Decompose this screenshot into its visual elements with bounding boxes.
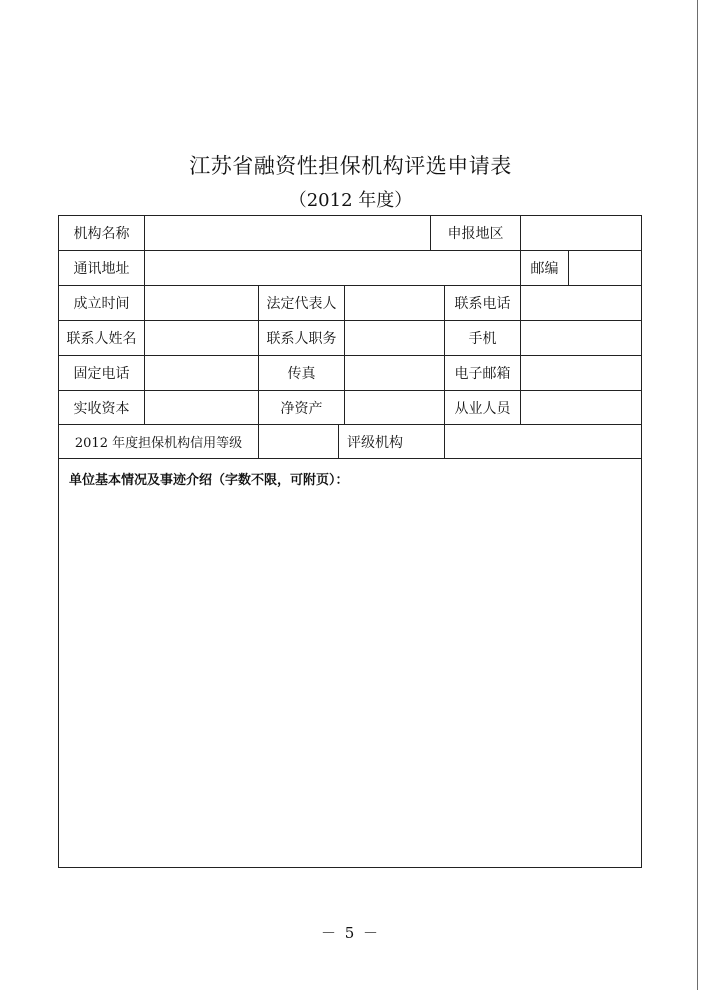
form-row-institution bbox=[59, 216, 641, 251]
net-assets-label: 净资产 bbox=[259, 391, 345, 424]
contact-phone-field[interactable] bbox=[521, 286, 641, 320]
form-row-established bbox=[59, 286, 641, 321]
document-subtitle: （2012 年度） bbox=[288, 190, 413, 211]
legal-rep-label: 法定代表人 bbox=[259, 286, 345, 320]
established-label: 成立时间 bbox=[59, 286, 145, 320]
region-field[interactable] bbox=[521, 216, 641, 250]
form-row-phone bbox=[59, 356, 641, 391]
established-field[interactable] bbox=[145, 286, 259, 320]
legal-rep-field[interactable] bbox=[345, 286, 445, 320]
mobile-label: 手机 bbox=[445, 321, 521, 355]
paid-capital-label: 实收资本 bbox=[59, 391, 145, 424]
form-row-capital bbox=[59, 391, 641, 425]
application-form bbox=[58, 215, 642, 868]
form-row-rating bbox=[59, 425, 641, 459]
intro-label: 单位基本情况及事迹介绍（字数不限，可附页）： bbox=[69, 473, 349, 488]
contact-phone-label: 联系电话 bbox=[445, 286, 521, 320]
landline-label: 固定电话 bbox=[59, 356, 145, 390]
form-row-contact bbox=[59, 321, 641, 356]
employees-field[interactable] bbox=[521, 391, 641, 424]
page-number: － 5 － bbox=[320, 924, 381, 942]
rating-agency-label: 评级机构 bbox=[339, 425, 445, 458]
credit-rating-label: 2012 年度担保机构信用等级 bbox=[59, 425, 259, 458]
email-field[interactable] bbox=[521, 356, 641, 390]
fax-field[interactable] bbox=[345, 356, 445, 390]
contact-name-label: 联系人姓名 bbox=[59, 321, 145, 355]
form-row-address bbox=[59, 251, 641, 286]
contact-title-field[interactable] bbox=[345, 321, 445, 355]
rating-agency-field[interactable] bbox=[445, 425, 641, 458]
credit-rating-field[interactable] bbox=[259, 425, 339, 458]
net-assets-field[interactable] bbox=[345, 391, 445, 424]
intro-text-area[interactable] bbox=[59, 459, 641, 867]
mobile-field[interactable] bbox=[521, 321, 641, 355]
postcode-label: 邮编 bbox=[521, 251, 569, 285]
address-label: 通讯地址 bbox=[59, 251, 145, 285]
contact-name-field[interactable] bbox=[145, 321, 259, 355]
address-field[interactable] bbox=[145, 251, 521, 285]
region-label: 申报地区 bbox=[431, 216, 521, 250]
email-label: 电子邮箱 bbox=[445, 356, 521, 390]
institution-name-field[interactable] bbox=[145, 216, 431, 250]
postcode-field[interactable] bbox=[569, 251, 641, 285]
page-edge bbox=[697, 0, 698, 990]
document-title: 江苏省融资性担保机构评选申请表 bbox=[189, 154, 512, 178]
contact-title-label: 联系人职务 bbox=[259, 321, 345, 355]
institution-name-label: 机构名称 bbox=[59, 216, 145, 250]
landline-field[interactable] bbox=[145, 356, 259, 390]
fax-label: 传真 bbox=[259, 356, 345, 390]
paid-capital-field[interactable] bbox=[145, 391, 259, 424]
employees-label: 从业人员 bbox=[445, 391, 521, 424]
